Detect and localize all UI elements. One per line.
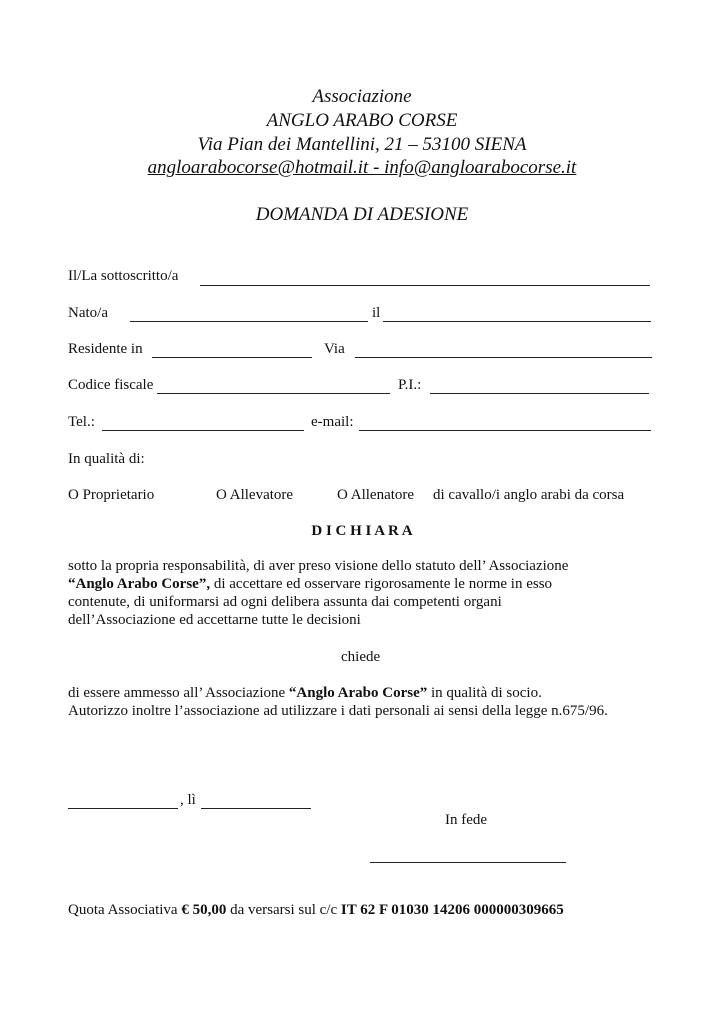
pi-field[interactable]: [430, 393, 649, 394]
nato-field[interactable]: [130, 321, 368, 322]
quota-middle: da versarsi sul c/c: [226, 902, 341, 918]
residente-field[interactable]: [152, 357, 312, 358]
option-allenatore[interactable]: O Allenatore: [337, 487, 415, 503]
form-title: DOMANDA DI ADESIONE: [255, 204, 469, 225]
via-field[interactable]: [355, 357, 652, 358]
association-emails[interactable]: angloarabocorse@hotmail.it - info@angloarabocorse.it: [147, 157, 577, 178]
il-label: il: [372, 305, 381, 321]
option-allevatore[interactable]: O Allevatore: [216, 487, 294, 503]
chiede-label: chiede: [341, 649, 381, 665]
via-label: Via: [324, 341, 345, 357]
tel-field[interactable]: [102, 430, 304, 431]
quota-line: [68, 902, 564, 919]
request-association-bold: “Anglo Arabo Corse”: [288, 685, 428, 701]
codice-fiscale-label: Codice fiscale: [68, 377, 154, 393]
option-proprietario[interactable]: O Proprietario: [68, 487, 155, 503]
request-line-1: [68, 685, 542, 702]
quota-label: Quota Associativa: [68, 902, 182, 918]
il-field[interactable]: [383, 321, 651, 322]
email-label: e-mail:: [311, 414, 354, 430]
nato-label: Nato/a: [68, 305, 108, 321]
association-name-bold: “Anglo Arabo Corse”,: [68, 576, 211, 592]
quota-amount: € 50,00: [181, 902, 227, 918]
association-name: ANGLO ARABO CORSE: [266, 110, 458, 131]
place-field[interactable]: [68, 808, 178, 809]
option-suffix: di cavallo/i anglo arabi da corsa: [433, 487, 625, 503]
in-fede-label: In fede: [445, 812, 488, 828]
tel-label: Tel.:: [68, 414, 95, 430]
codice-fiscale-field[interactable]: [157, 393, 390, 394]
declaration-line-2-rest: di accettare ed osservare rigorosamente le norme in esso: [210, 576, 553, 592]
request-line-1-b: in qualità di socio.: [427, 685, 542, 701]
declaration-line-3: contenute, di uniformarsi ad ogni delibera assunta dai competenti organi: [68, 594, 502, 610]
declaration-line-1: sotto la propria responsabilità, di aver preso visione dello statuto dell’ Associazione: [68, 558, 569, 574]
quota-iban: IT 62 F 01030 14206 000000309665: [340, 902, 564, 918]
request-line-1-a: di essere ammesso all’ Associazione: [68, 685, 289, 701]
sottoscritto-label: Il/La sottoscritto/a: [68, 268, 179, 284]
association-address: Via Pian dei Mantellini, 21 – 53100 SIENA: [197, 134, 527, 155]
dichiara-heading: D I C H I A R A: [311, 523, 413, 539]
declaration-line-2: [68, 576, 552, 593]
declaration-line-4: dell’Associazione ed accettarne tutte le decisioni: [68, 612, 361, 628]
email-field[interactable]: [359, 430, 651, 431]
request-line-2: Autorizzo inoltre l’associazione ad utilizzare i dati personali ai sensi della legge n.675/96.: [68, 703, 608, 719]
residente-label: Residente in: [68, 341, 143, 357]
qualita-label: In qualità di:: [68, 451, 145, 467]
association-label: Associazione: [312, 86, 412, 107]
sottoscritto-field[interactable]: [200, 285, 650, 286]
pi-label: P.I.:: [398, 377, 422, 393]
signature-field[interactable]: [370, 862, 566, 863]
li-label: , lì: [180, 792, 196, 808]
date-field[interactable]: [201, 808, 311, 809]
